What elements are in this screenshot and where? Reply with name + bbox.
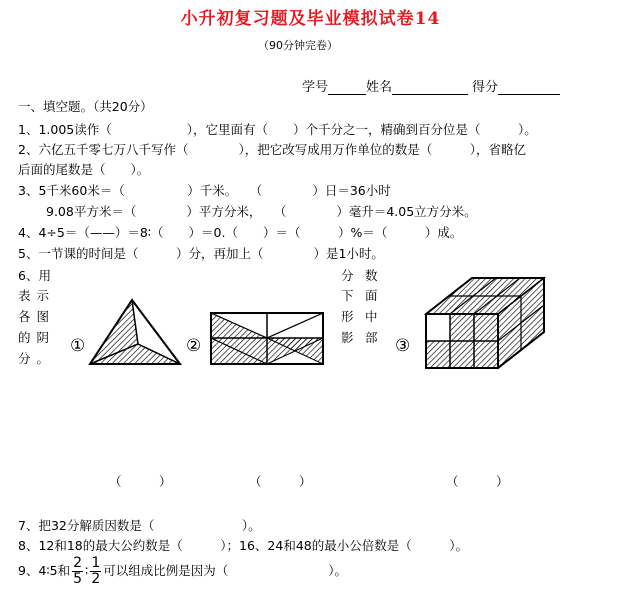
question-5: 5、一节课的时间是（ ）分，再加上（ ）是1小时。 (18, 246, 384, 261)
q6-text-3: 的阴 (18, 330, 56, 345)
q6-col1-2: 下 (341, 288, 354, 303)
q9-fraction-2-denominator: 2 (91, 571, 101, 587)
student-no-label: 学号 (302, 80, 329, 95)
q6-col2-3: 中 (365, 309, 378, 324)
question-3-line1: 3、5千米60米＝（ ）千米。 （ ）日＝36小时 (18, 183, 391, 198)
question-1: 1、1.005读作（ ），它里面有（ ）个千分之一，精确到百分位是（ ）。 (18, 122, 537, 137)
page-title: 小升初复习题及毕业模拟试卷14 (180, 9, 441, 29)
figure-2-answer[interactable]: （ ） (249, 474, 312, 489)
q6-col2-2: 面 (365, 288, 378, 303)
q6-col1-4: 影 (341, 330, 354, 345)
q9-fraction-1 (72, 556, 83, 587)
figure-2-marker: ② (186, 336, 202, 356)
question-8: 8、12和18的最大公约数是（ ）；16、24和48的最小公倍数是（ ）。 (18, 538, 468, 553)
name-label: 姓名 (366, 80, 393, 95)
figure-1-answer[interactable]: （ ） (109, 474, 172, 489)
q6-col1-1: 分 (341, 268, 354, 283)
q9-fraction-1-numerator: 2 (73, 555, 83, 571)
q9-fraction-2-numerator: 1 (91, 555, 101, 571)
section-heading: 一、填空题。（共20分） (18, 99, 153, 114)
q9-fraction-2 (90, 556, 101, 587)
q6-text-1: 表示 (18, 288, 56, 303)
q6-text-4: 分。 (18, 351, 56, 366)
q9-suffix: 可以组成比例是因为（ ）。 (103, 563, 347, 578)
question-4: 4、4÷5＝（——）＝8∶（ ）＝0.（ ）＝（ ）%＝（ ）成。 (18, 225, 463, 240)
q6-col2-4: 部 (365, 330, 378, 345)
q9-fraction-1-denominator: 5 (73, 571, 83, 587)
question-2-line1: 2、六亿五千零七万八千写作（ ），把它改写成用万作单位的数是（ ），省略亿 (18, 142, 526, 157)
figure-1-marker: ① (70, 336, 86, 356)
question-6-number: 6、用 (18, 268, 51, 283)
question-9 (18, 556, 347, 587)
q6-col2-1: 数 (365, 268, 378, 283)
question-3-line2: 9.08平方米＝（ ）平方分米， （ ）毫升＝4.05立方分米。 (46, 204, 477, 219)
question-7: 7、把32分解质因数是（ ）。 (18, 518, 261, 533)
q6-text-2: 各图 (18, 309, 56, 324)
page-subtitle: （90分钟完卷） (258, 39, 338, 52)
score-label: 得分 (472, 80, 499, 95)
q6-col1-3: 形 (341, 309, 354, 324)
question-2-line2: 后面的尾数是（ ）。 (18, 162, 150, 177)
q9-ratio-colon: ∶ (85, 563, 89, 578)
figure-3-answer[interactable]: （ ） (446, 474, 509, 489)
figure-3-marker: ③ (395, 336, 411, 356)
q9-prefix: 9、4∶5和 (18, 563, 71, 578)
